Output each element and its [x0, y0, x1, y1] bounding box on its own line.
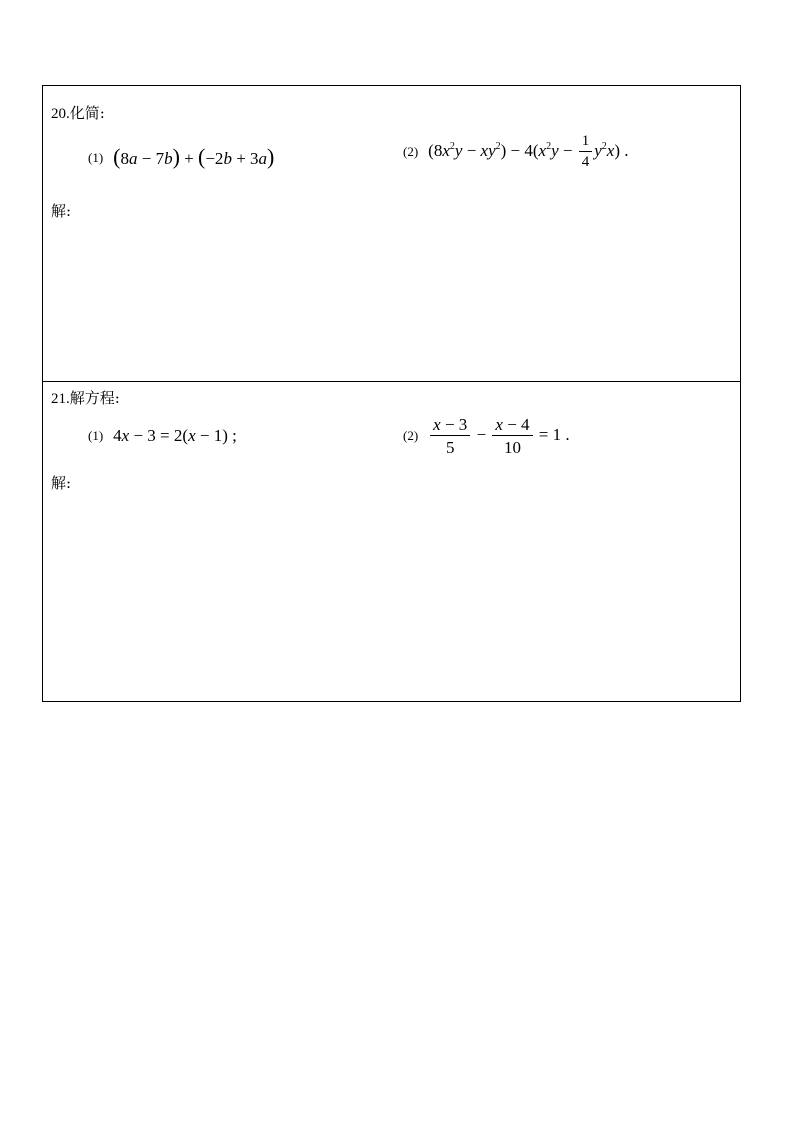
question-21-part-2 [403, 416, 570, 456]
expression-20-1: (8a − 7b) + (−2b + 3a) [113, 144, 275, 169]
part-label: (2) [403, 428, 419, 443]
question-20-part-1 [88, 146, 274, 169]
question-20-heading [51, 102, 105, 123]
question-20-number: 20. [51, 106, 70, 122]
question-20-part-2 [403, 134, 629, 170]
part-label: (1) [88, 149, 104, 165]
expression-21-2: $\frac{x - 3}{5}$ − $\frac{x - 4}{10}$ = 1 . [428, 416, 569, 456]
question-21-title: 解方程: [69, 389, 120, 407]
expression-21-1: 4x − 3 = 2(x − 1) ; [113, 426, 237, 445]
question-21-heading [51, 387, 120, 408]
question-20-box [42, 85, 741, 382]
question-20-solution-label: 解: [51, 202, 72, 220]
question-21-part-1 [88, 426, 237, 446]
part-label: (2) [403, 144, 419, 159]
question-21-number: 21. [51, 391, 70, 407]
part-label: (1) [88, 428, 104, 443]
question-20-title: 化简: [69, 104, 105, 122]
question-21-solution-label: 解: [51, 474, 72, 492]
expression-20-2: $(8x^2y - xy^2) - 4(x^2y$ − $\frac{1}{4}$ $y^2x$) . [428, 133, 629, 170]
question-21-box [42, 382, 741, 702]
worksheet [42, 85, 741, 702]
